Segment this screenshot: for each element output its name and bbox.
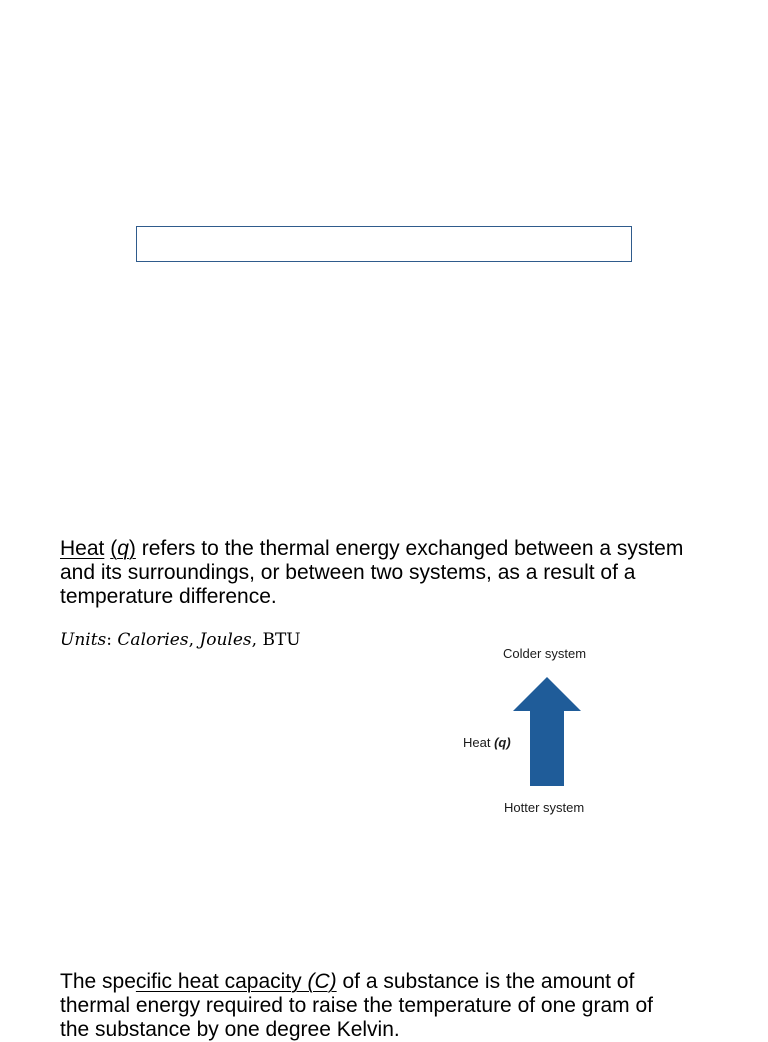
heat-symbol-close: ) — [128, 537, 136, 560]
empty-text-box — [136, 226, 632, 262]
heat-arrow-label — [463, 735, 511, 751]
unit-btu: BTU — [262, 630, 301, 650]
capacity-text-line-1: of a substance is the amount of — [336, 970, 635, 993]
capacity-term: cific heat capacity — [135, 970, 308, 993]
heat-symbol-letter: q — [117, 537, 129, 560]
units-line — [60, 628, 301, 652]
unit-joules: Joules — [199, 630, 252, 650]
heat-term: Heat — [60, 537, 105, 560]
unit-calories: Calories — [117, 630, 189, 650]
heat-symbol — [110, 537, 136, 560]
capacity-symbol: (C) — [307, 970, 337, 993]
heat-arrow-label-text: Heat — [463, 735, 495, 750]
heat-definition-paragraph — [60, 537, 720, 609]
units-comma-1: , — [188, 630, 200, 650]
colder-system-label: Colder system — [503, 646, 587, 661]
specific-heat-capacity-paragraph — [60, 970, 720, 1042]
heat-flow-arrow-shape — [513, 677, 581, 786]
hotter-system-label: Hotter system — [504, 800, 585, 815]
units-label: Units — [60, 630, 107, 650]
units-separator: : — [106, 630, 118, 650]
units-comma-2: , — [251, 630, 263, 650]
capacity-lead: The spe — [60, 970, 136, 993]
heat-arrow-label-symbol: (q) — [494, 735, 511, 750]
heat-symbol-open: ( — [110, 537, 118, 560]
heat-definition-text: refers to the thermal energy exchanged between a system and its surroundings, or between two systems, as a result of a temperature difference. — [60, 537, 684, 608]
capacity-text-line-3: the substance by one degree Kelvin. — [60, 1018, 400, 1041]
heat-flow-arrow-icon — [513, 677, 581, 786]
capacity-text-line-2: thermal energy required to raise the temperature of one gram of — [60, 994, 653, 1017]
